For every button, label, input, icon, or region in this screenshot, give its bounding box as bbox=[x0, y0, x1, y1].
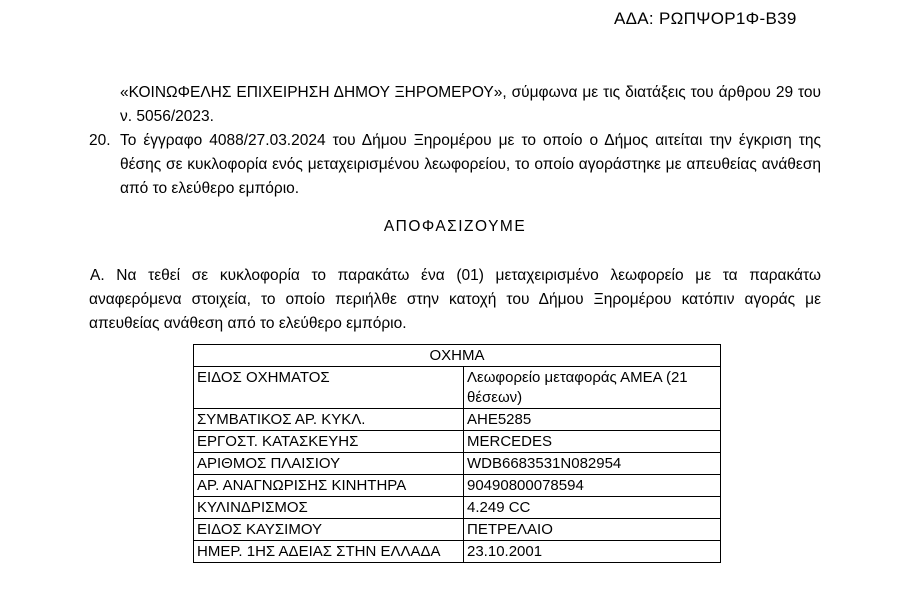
row-label: ΚΥΛΙΝΔΡΙΣΜΟΣ bbox=[194, 497, 464, 519]
row-value: 90490800078594 bbox=[464, 475, 721, 497]
table-row bbox=[194, 367, 721, 409]
row-value: WDB6683531N082954 bbox=[464, 453, 721, 475]
table-row bbox=[194, 519, 721, 541]
row-value: Λεωφορείο μεταφοράς ΑΜΕΑ (21 θέσεων) bbox=[464, 367, 721, 409]
ada-code: ΑΔΑ: ΡΩΠΨΟΡ1Φ-Β39 bbox=[614, 9, 797, 28]
row-label: ΗΜΕΡ. 1ΗΣ ΑΔΕΙΑΣ ΣΤΗΝ ΕΛΛΑΔΑ bbox=[194, 541, 464, 563]
row-value: 23.10.2001 bbox=[464, 541, 721, 563]
table-row bbox=[194, 409, 721, 431]
row-label: ΣΥΜΒΑΤΙΚΟΣ ΑΡ. ΚΥΚΛ. bbox=[194, 409, 464, 431]
row-value: ΑΗΕ5285 bbox=[464, 409, 721, 431]
decision-heading: ΑΠΟΦΑΣΙΖΟΥΜΕ bbox=[383, 218, 527, 235]
row-label: ΕΙΔΟΣ ΚΑΥΣΙΜΟΥ bbox=[194, 519, 464, 541]
row-label: ΑΡ. ΑΝΑΓΝΩΡΙΣΗΣ ΚΙΝΗΤΗΡΑ bbox=[194, 475, 464, 497]
row-label: ΕΙΔΟΣ ΟΧΗΜΑΤΟΣ bbox=[194, 367, 464, 409]
table-caption-row bbox=[194, 345, 721, 367]
row-label: ΕΡΓΟΣΤ. ΚΑΤΑΣΚΕΥΗΣ bbox=[194, 431, 464, 453]
table-row bbox=[194, 541, 721, 563]
paragraph-continuation: «ΚΟΙΝΩΦΕΛΗΣ ΕΠΙΧΕΙΡΗΣΗ ΔΗΜΟΥ ΞΗΡΟΜΕΡΟΥ», σύμφωνα με τις διατάξεις του άρθρου 29 του ν. 5056/2023. bbox=[120, 84, 821, 125]
table-row bbox=[194, 431, 721, 453]
table-row bbox=[194, 475, 721, 497]
table-caption: ΟΧΗΜΑ bbox=[194, 345, 721, 367]
vehicle-table bbox=[193, 344, 721, 563]
table-row bbox=[194, 453, 721, 475]
item-number-20: 20. bbox=[89, 132, 111, 149]
row-value: ΠΕΤΡΕΛΑΙΟ bbox=[464, 519, 721, 541]
row-value: 4.249 CC bbox=[464, 497, 721, 519]
item-20-text: Το έγγραφο 4088/27.03.2024 του Δήμου Ξηρομέρου με το οποίο ο Δήμος αιτείται την έγκριση της θέσης σε κυκλοφορία ενός μεταχειρισμένου λεωφορείου, το οποίο αγοράστηκε με απευθείας ανάθεση από το ελεύθερο εμπόριο. bbox=[120, 132, 821, 197]
paragraph-a: Α. Να τεθεί σε κυκλοφορία το παρακάτω ένα (01) μεταχειρισμένο λεωφορείο με τα παρακάτω αναφερόμενα στοιχεία, το οποίο περιήλθε στην κατοχή του Δήμου Ξηρομέρου κατόπιν αγοράς με απευθείας ανάθεση από το ελεύθερο εμπόριο. bbox=[89, 267, 821, 332]
row-label: ΑΡΙΘΜΟΣ ΠΛΑΙΣΙΟΥ bbox=[194, 453, 464, 475]
table-row bbox=[194, 497, 721, 519]
row-value: MERCEDES bbox=[464, 431, 721, 453]
